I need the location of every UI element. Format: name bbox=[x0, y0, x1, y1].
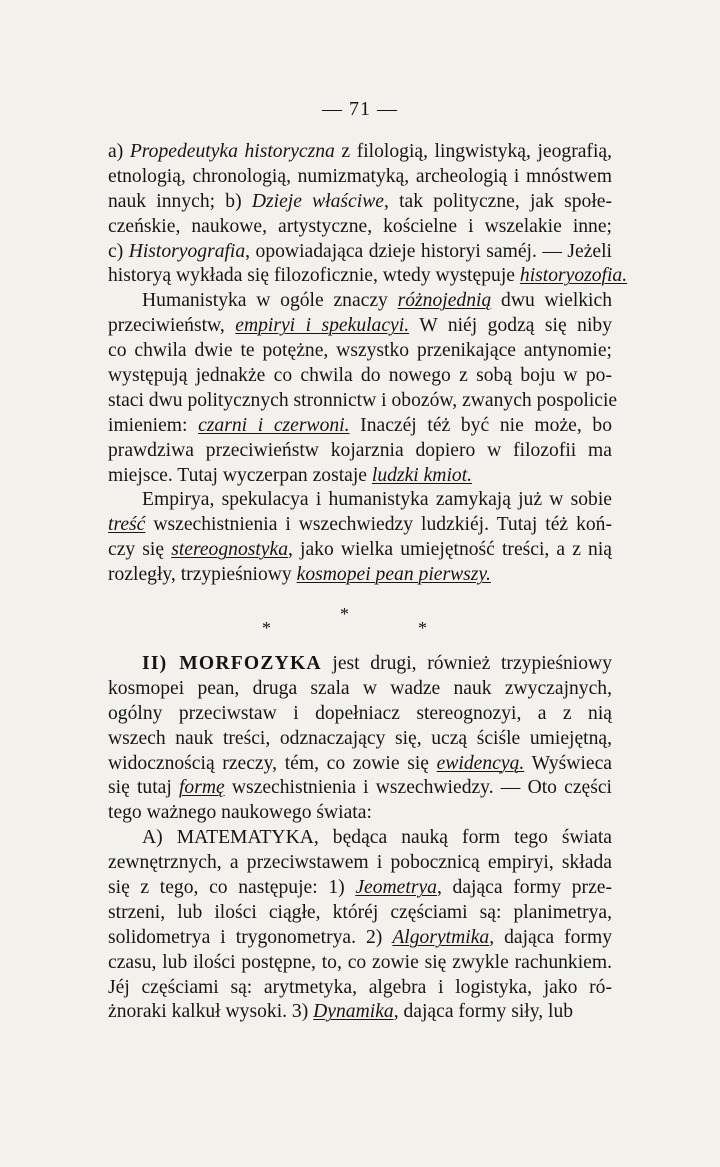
text-run: dwu wielkich bbox=[491, 290, 612, 312]
section-ii-morfozyka bbox=[108, 652, 612, 826]
text-line bbox=[108, 165, 612, 190]
text-run: Inaczéj téż być nie może, bo bbox=[349, 414, 612, 436]
text-run: wszechistnienia i wszechwiedzy ludzkiéj. Tutaj téż koń- bbox=[145, 514, 612, 536]
text-run: tego ważnego naukowego świata: bbox=[108, 802, 372, 824]
text-line bbox=[108, 951, 612, 976]
text-line bbox=[108, 727, 612, 752]
text-run: II) MORFOZYKA bbox=[142, 653, 322, 674]
text-run: , jako wielka umiejętność treści, a z nią bbox=[288, 539, 612, 561]
text-run: przeciwieństw, bbox=[108, 315, 236, 337]
text-run: jest drugi, również trzypieśniowy bbox=[321, 653, 612, 674]
text-run: kosmopei pean, druga szala w wadze nauk zwyczajnych, bbox=[108, 677, 612, 699]
text-run: Jéj częściami są: arytmetyka, algebra i logistyka, jako ró- bbox=[108, 976, 612, 998]
text-line bbox=[108, 652, 612, 677]
text-run: W niéj godzą się niby bbox=[409, 315, 612, 337]
text-line bbox=[108, 826, 612, 851]
page-number: — 71 — bbox=[322, 98, 398, 120]
text-line bbox=[108, 538, 612, 563]
section-a-matematyka bbox=[108, 826, 612, 1025]
text-line bbox=[108, 314, 612, 339]
text-run: z filologią, lingwistyką, jeografią, bbox=[334, 141, 612, 162]
text-line bbox=[108, 464, 612, 489]
text-run: wszech nauk treści, odznaczający się, uczą ściśle umiejętną, bbox=[108, 727, 612, 749]
asterisk-center: * bbox=[340, 604, 349, 624]
text-run: strzeni, lub ilości ciągłe, któréj częściami są: planimetrya, bbox=[108, 901, 612, 923]
text-run: Algorytmika bbox=[392, 926, 490, 948]
text-block-upper bbox=[108, 140, 628, 588]
section-a bbox=[108, 140, 628, 289]
text-line bbox=[108, 677, 612, 702]
text-line bbox=[108, 563, 612, 588]
text-line bbox=[108, 702, 612, 727]
text-run: ogólny przeciwstaw i dopełniacz stereognozyi, a z nią bbox=[108, 702, 612, 724]
text-line bbox=[108, 264, 628, 289]
text-run: kosmopei pean pierwszy. bbox=[296, 564, 491, 586]
text-line bbox=[108, 190, 612, 215]
paragraph-humanistyka bbox=[108, 289, 618, 488]
text-line bbox=[108, 901, 612, 926]
text-run: a) bbox=[108, 141, 130, 162]
text-line bbox=[108, 240, 612, 265]
paragraph-empirya bbox=[108, 488, 612, 588]
text-run: widocznością rzeczy, tém, co zowie się bbox=[108, 752, 437, 774]
text-run: Propedeutyka historyczna bbox=[129, 141, 335, 162]
text-line bbox=[108, 389, 618, 414]
text-run: ewidencyą. bbox=[436, 752, 525, 774]
text-line bbox=[108, 289, 612, 314]
text-run: występują jednakże co chwila do nowego z sobą boju w po- bbox=[108, 365, 612, 387]
text-run: staci dwu politycznych stronnictw i obozów, zwanych pospolicie bbox=[108, 389, 618, 411]
text-run: czy się bbox=[108, 539, 172, 561]
text-run: ludzki kmiot. bbox=[371, 464, 473, 486]
text-run: , tak polityczne, jak społe- bbox=[383, 190, 613, 212]
asterism-separator bbox=[0, 604, 720, 638]
text-line bbox=[108, 513, 612, 538]
text-line bbox=[108, 364, 612, 389]
asterisk-left: * bbox=[262, 618, 271, 638]
text-run: żnoraki kalkuł wysoki. 3) bbox=[108, 1001, 314, 1023]
text-run: , dająca formy prze- bbox=[436, 877, 612, 899]
text-run: Jeometrya bbox=[355, 877, 437, 899]
text-line bbox=[108, 414, 612, 439]
text-run: się tutaj bbox=[108, 777, 179, 799]
text-run: Dynamika bbox=[313, 1001, 394, 1023]
text-block-lower bbox=[108, 652, 612, 1025]
text-line bbox=[108, 339, 612, 364]
text-line bbox=[108, 926, 612, 951]
text-line bbox=[108, 976, 612, 1001]
text-run: solidometrya i trygonometrya. 2) bbox=[108, 926, 393, 948]
text-run: imieniem: bbox=[108, 414, 199, 436]
text-line bbox=[108, 215, 612, 240]
text-line bbox=[108, 776, 612, 801]
text-run: Empirya, spekulacya i humanistyka zamykają już w sobie bbox=[142, 489, 612, 511]
text-run: historyą wykłada się filozoficznie, wtedy występuje bbox=[108, 265, 520, 287]
text-run: Historyografia bbox=[128, 240, 246, 262]
text-line bbox=[108, 1000, 612, 1025]
text-line bbox=[108, 851, 612, 876]
text-run: Wyświeca bbox=[524, 752, 612, 774]
text-run: się z tego, co następuje: 1) bbox=[108, 877, 356, 899]
text-run: czeńskie, naukowe, artystyczne, kościelne i wszelakie inne; bbox=[108, 215, 612, 237]
text-line bbox=[108, 439, 612, 464]
text-run: różnojednią bbox=[397, 290, 492, 312]
text-run: Dzieje właściwe bbox=[251, 190, 384, 212]
text-run: miejsce. Tutaj wyczerpan zostaje bbox=[108, 464, 372, 486]
text-run: Humanistyka w ogóle znaczy bbox=[142, 290, 398, 312]
text-run: formę bbox=[178, 777, 225, 799]
text-run: nauk innych; b) bbox=[108, 190, 252, 212]
text-run: treść bbox=[108, 514, 146, 536]
text-line bbox=[108, 488, 612, 513]
text-run: historyozofia. bbox=[519, 265, 628, 287]
text-run: , opowiadająca dzieje historyi saméj. — Jeżeli bbox=[245, 240, 612, 262]
text-run: c) bbox=[108, 240, 129, 262]
text-run: etnologią, chronologią, numizmatyką, archeologią i mnóstwem bbox=[108, 165, 612, 187]
text-run: , dająca formy bbox=[489, 926, 612, 948]
text-run: wszechistnienia i wszechwiedzy. — Oto części bbox=[224, 777, 613, 799]
text-run: rozległy, trzypieśniowy bbox=[108, 564, 297, 586]
text-line bbox=[108, 140, 612, 165]
text-run: co chwila dwie te potężne, wszystko przenikające antynomie; bbox=[108, 340, 612, 362]
text-run: prawdziwa przeciwieństw kojarznia dopiero w filozofii ma bbox=[108, 439, 612, 461]
text-run: A) MATEMATYKA, będąca nauką form tego świata bbox=[142, 827, 612, 849]
text-run: zewnętrznych, a przeciwstawem i pobocznicą empiryi, składa bbox=[108, 852, 612, 874]
text-line bbox=[108, 752, 612, 777]
text-run: czarni i czerwoni. bbox=[198, 414, 350, 436]
text-line bbox=[108, 876, 612, 901]
text-run: , dająca formy siły, lub bbox=[393, 1001, 574, 1023]
text-run: stereognostyka bbox=[171, 539, 288, 561]
text-run: empiryi i spekulacyi. bbox=[235, 315, 410, 337]
text-run: czasu, lub ilości postępne, to, co zowie się zwykle rachunkiem. bbox=[108, 951, 612, 973]
asterisk-right: * bbox=[418, 618, 427, 638]
text-line bbox=[108, 801, 612, 826]
